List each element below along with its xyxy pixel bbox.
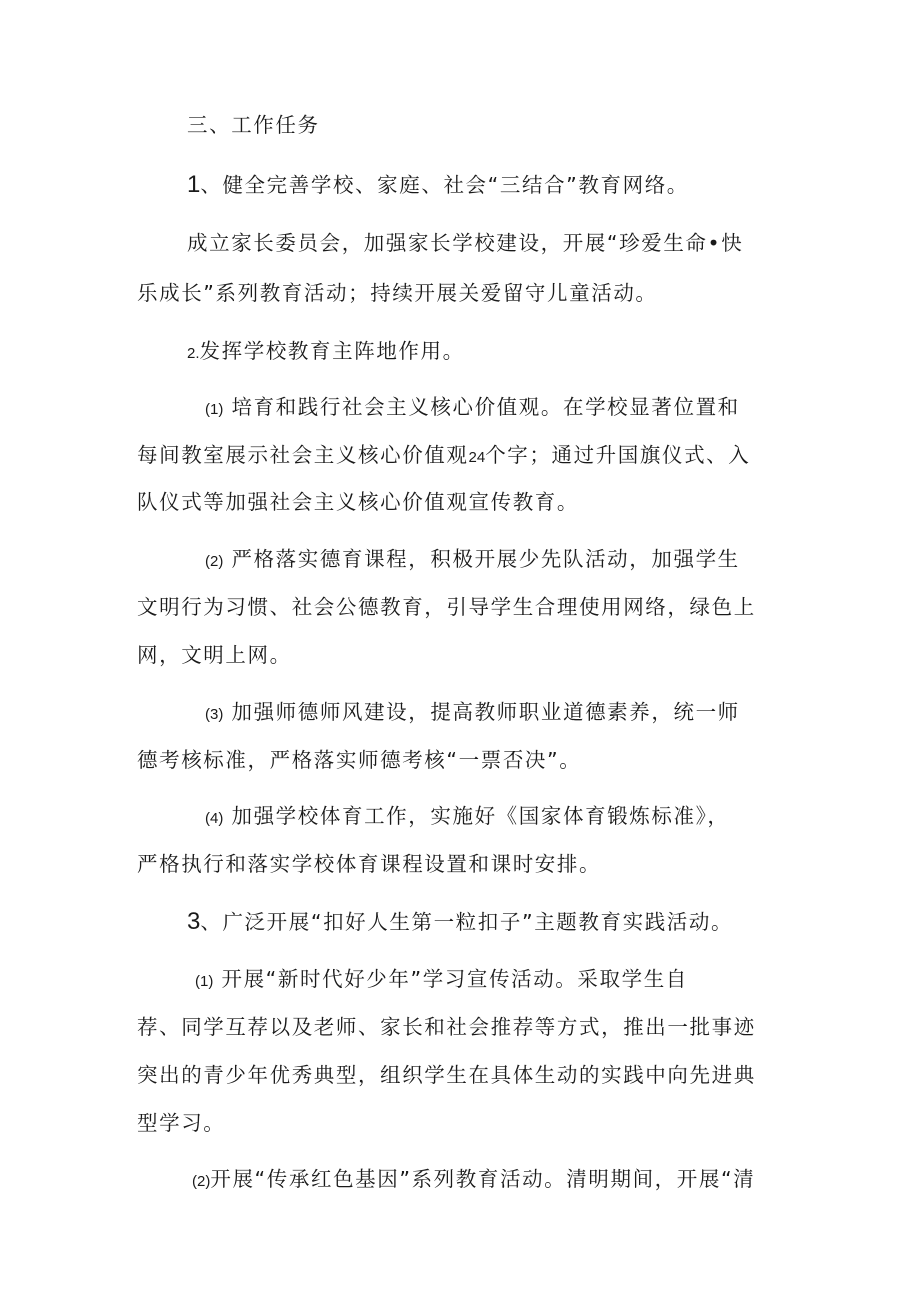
item2-sub1-line2-post: 个字；通过升国旗仪式、入: [485, 443, 751, 467]
item2-sub2-marker: (2): [205, 553, 224, 570]
section-title: 三、工作任务: [187, 113, 320, 137]
item2-sub4-line1: [205, 801, 730, 834]
item1-heading: [187, 170, 689, 200]
item3-sub2-text: 开展“传承红色基因”系列教育活动。清明期间，开展“清: [210, 1167, 756, 1191]
item3-sub2-line1: [192, 1164, 755, 1197]
item1-body-line2: 乐成长”系列教育活动；持续开展关爱留守儿童活动。: [137, 281, 658, 305]
item2-sub1-line1: [205, 392, 740, 425]
item2-sub4-line2: 严格执行和落实学校体育课程设置和课时安排。: [137, 852, 602, 876]
item3-heading-text: 、广泛开展“扣好人生第一粒扣子”主题教育实践活动。: [200, 910, 734, 934]
item2-sub3-text: 加强师德师风建设，提高教师职业道德素养，统一师: [231, 700, 740, 724]
item1-heading-text: 、健全完善学校、家庭、社会“三结合”教育网络。: [200, 173, 689, 197]
item2-sub3-line1: [205, 697, 740, 730]
item2-sub2-line3: 网，文明上网。: [137, 643, 292, 667]
item2-sub1-line2-number: 24: [468, 449, 486, 466]
item2-sub1-line3: 队仪式等加强社会主义核心价值观宣传教育。: [137, 490, 579, 514]
item2-sub3-line2: 德考核标准，严格落实师德考核“一票否决”。: [137, 748, 582, 772]
item3-number: 3: [187, 908, 201, 935]
item3-sub1-text: 开展“新时代好少年”学习宣传活动。采取学生自: [221, 967, 688, 991]
item2-sub1-line2: [137, 440, 750, 473]
item3-sub1-line4: 型学习。: [137, 1111, 226, 1135]
item2-sub4-text: 加强学校体育工作，实施好《国家体育锻炼标准》，: [231, 804, 730, 828]
item3-heading: [187, 907, 733, 937]
item3-sub1-line3: 突出的青少年优秀典型，组织学生在具体生动的实践中向先进典: [137, 1063, 756, 1087]
item2-heading: [187, 336, 465, 369]
item2-sub3-marker: (3): [205, 706, 224, 723]
item1-number: 1: [187, 171, 201, 198]
item3-sub1-line2: 荐、同学互荐以及老师、家长和社会推荐等方式，推出一批事迹: [137, 1015, 756, 1039]
item1-body-line1: 成立家长委员会，加强家长学校建设，开展“珍爱生命•快: [187, 231, 744, 255]
item2-sub1-marker: (1): [205, 401, 224, 418]
item2-number: 2.: [187, 345, 200, 362]
item3-sub2-marker: (2): [192, 1173, 211, 1190]
item3-sub1-marker: (1): [195, 973, 214, 990]
item2-sub2-text: 严格落实德育课程，积极开展少先队活动，加强学生: [231, 547, 740, 571]
item2-sub2-line1: [205, 544, 740, 577]
item2-sub2-line2: 文明行为习惯、社会公德教育，引导学生合理使用网络，绿色上: [137, 595, 756, 619]
item2-heading-text: 发挥学校教育主阵地作用。: [199, 339, 465, 363]
item2-sub1-line2-pre: 每间教室展示社会主义核心价值观: [137, 443, 469, 467]
item2-sub4-marker: (4): [205, 810, 224, 827]
item2-sub1-text: 培育和践行社会主义核心价值观。在学校显著位置和: [231, 395, 740, 419]
item3-sub1-line1: [195, 964, 688, 997]
